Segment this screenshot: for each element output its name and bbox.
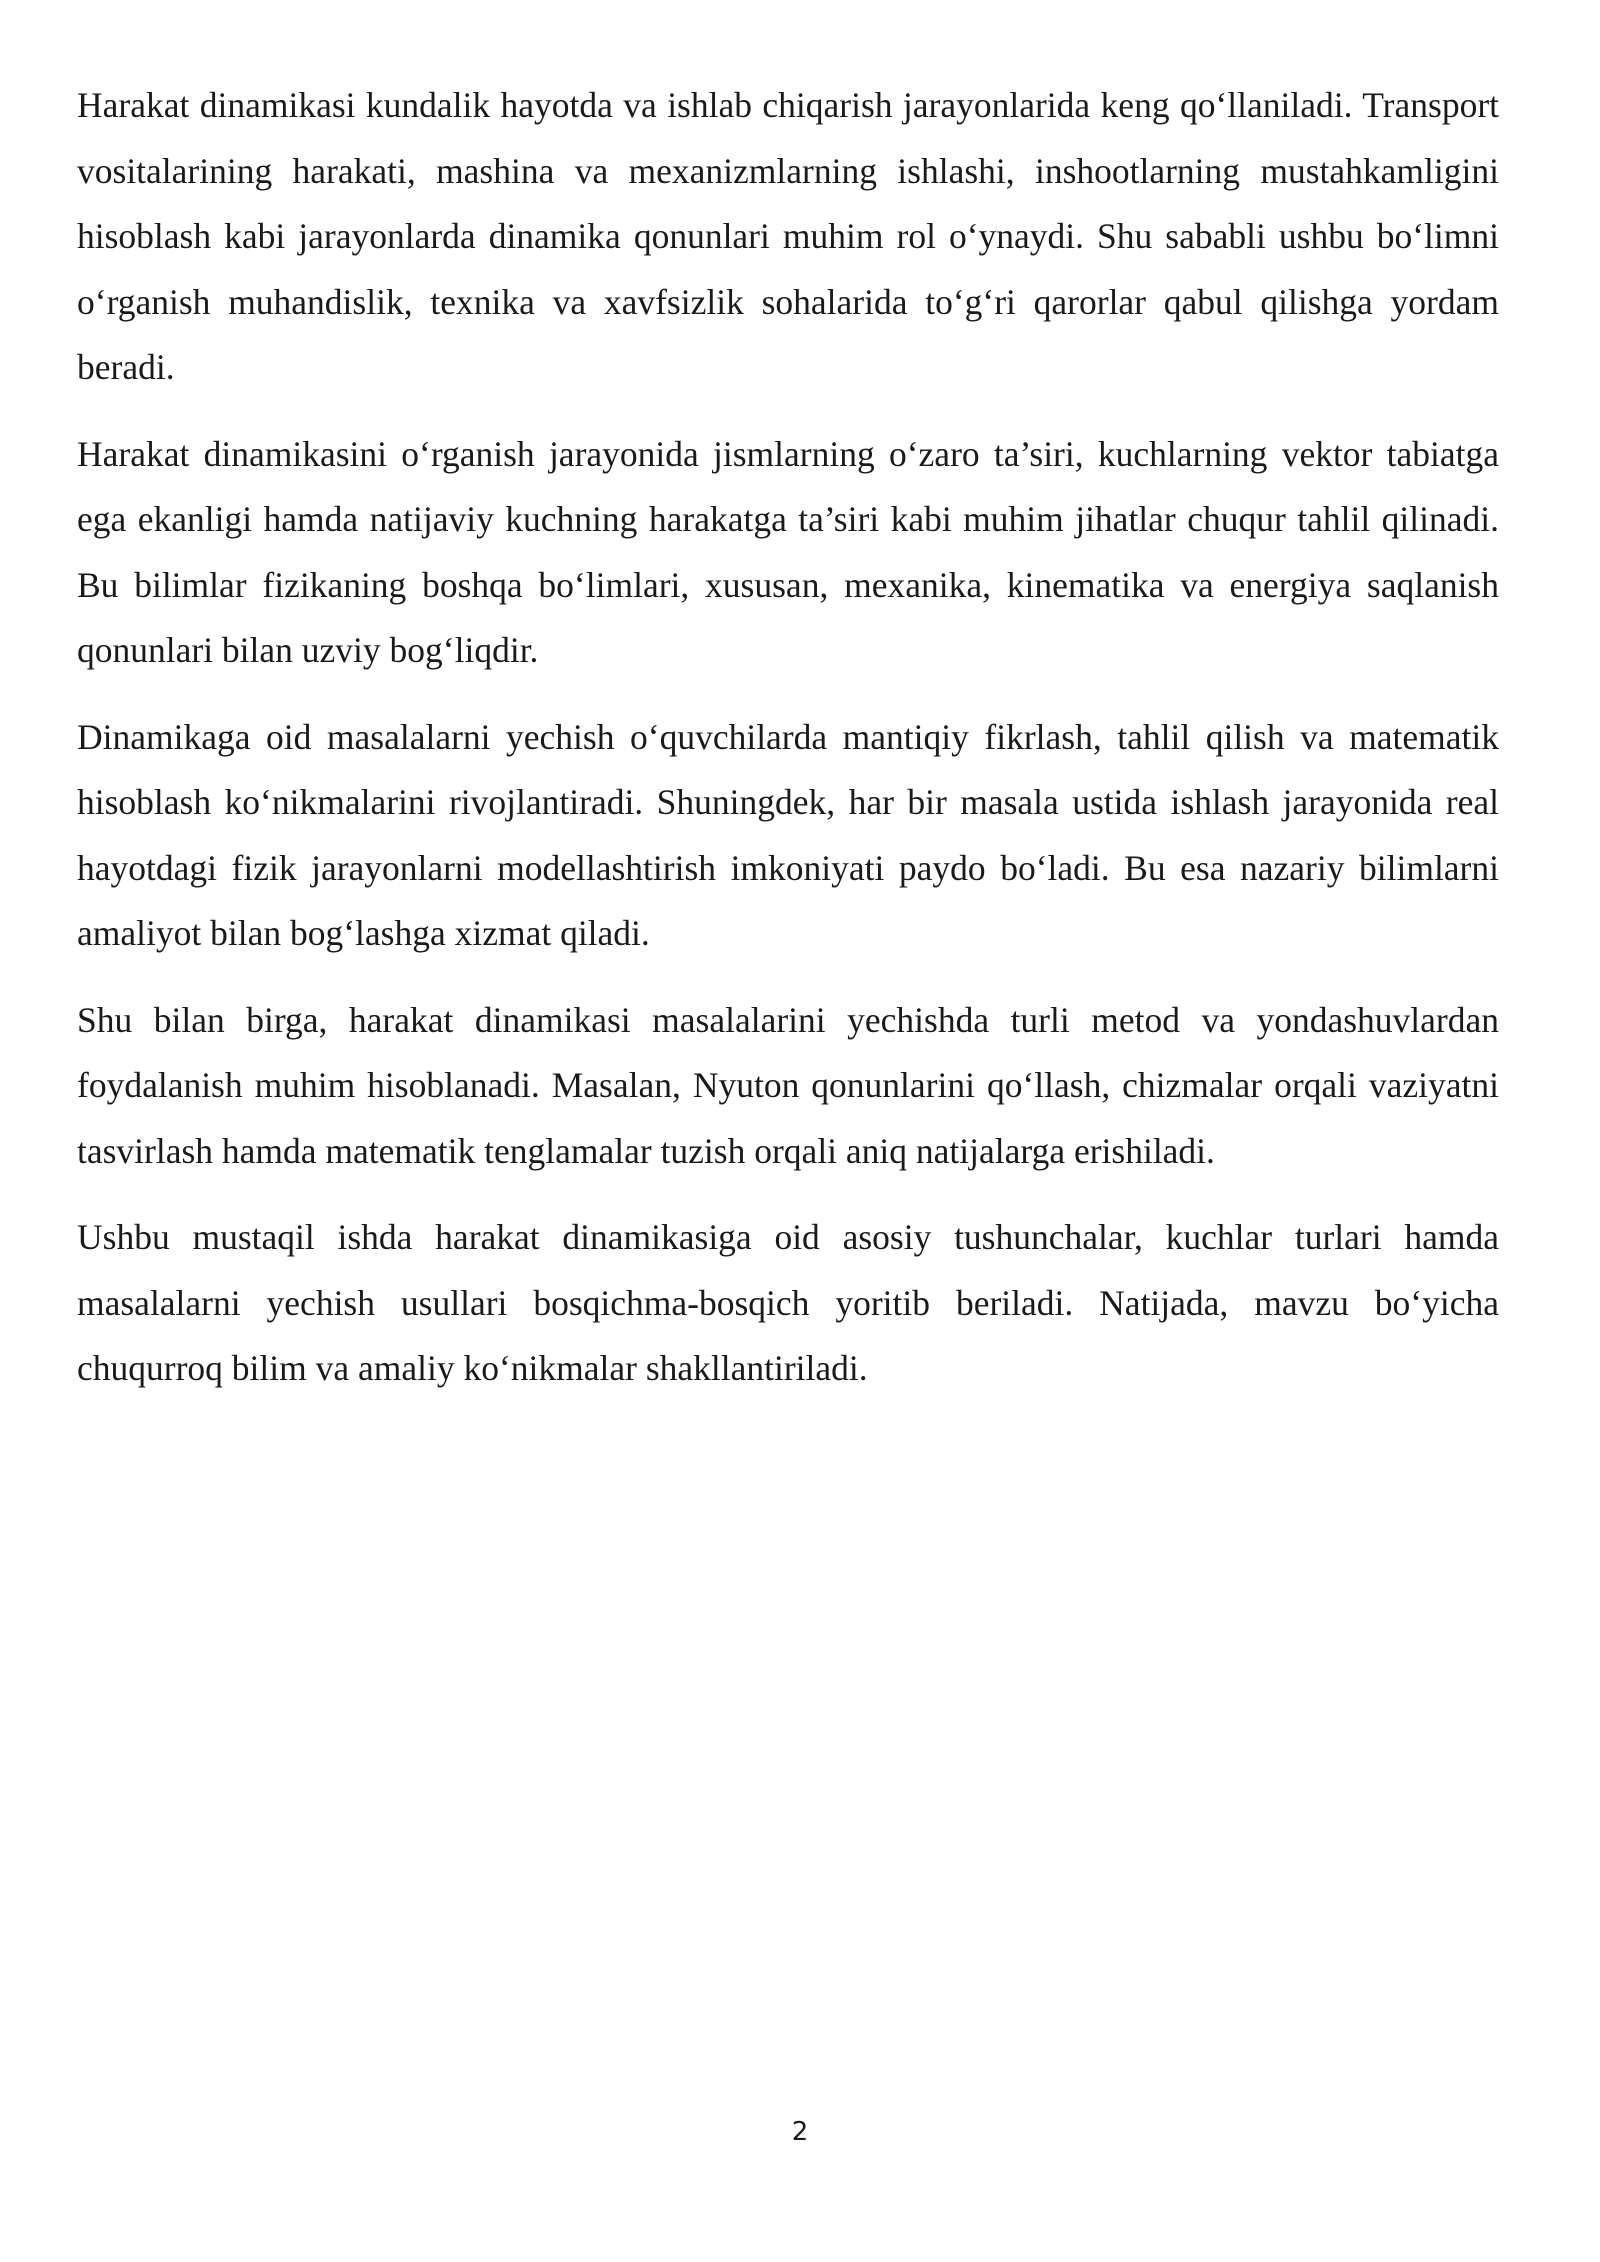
paragraph-4: Shu bilan birga, harakat dinamikasi masalalarini yechishda turli metod va yondashuvlardan foydalanish muhim hisoblanadi. Masalan, Nyuton qonunlarini qo‘llash, chizmalar orqali vaziyatni tasvirlash hamda matematik tenglamalar tuzish orqali aniq natijalarga erishiladi. — [77, 999, 1499, 1171]
page-number: 2 — [791, 2117, 809, 2147]
paragraph-5: Ushbu mustaqil ishda harakat dinamikasiga oid asosiy tushunchalar, kuchlar turlari hamda masalalarni yechish usullari bosqichma-bosqich yoritib beriladi. Natijada, mavzu bo‘yicha chuqurroq bilim va amaliy ko‘nikmalar shakllantiriladi. — [77, 1217, 1499, 1388]
paragraph-1: Harakat dinamikasi kundalik hayotda va ishlab chiqarish jarayonlarida keng qo‘llaniladi. Transport vositalarining harakati, mashina va mexanizmlarning ishlashi, inshootlarning mustahkamligini hisoblash kabi jarayonlarda dinamika qonunlari muhim rol o‘ynaydi. Shu sababli ushbu bo‘limni o‘rganish muhandislik, texnika va xavfsizlik sohalarida to‘g‘ri qarorlar qabul qilishga yordam beradi. — [77, 85, 1499, 387]
paragraph-2: Harakat dinamikasini o‘rganish jarayonida jismlarning o‘zaro ta’siri, kuchlarning vektor tabiatga ega ekanligi hamda natijaviy kuchning harakatga ta’siri kabi muhim jihatlar chuqur tahlil qilinadi. Bu bilimlar fizikaning boshqa bo‘limlari, xususan, mexanika, kinematika va energiya saqlanish qonunlari bilan uzviy bog‘liqdir. — [77, 433, 1499, 670]
paragraph-3: Dinamikaga oid masalalarni yechish o‘quvchilarda mantiqiy fikrlash, tahlil qilish va matematik hisoblash ko‘nikmalarini rivojlantiradi. Shuningdek, har bir masala ustida ishlash jarayonida real hayotdagi fizik jarayonlarni modellashtirish imkoniyati paydo bo‘ladi. Bu esa nazariy bilimlarni amaliyot bilan bog‘lashga xizmat qiladi. — [77, 716, 1499, 953]
body-text — [77, 73, 1499, 1423]
